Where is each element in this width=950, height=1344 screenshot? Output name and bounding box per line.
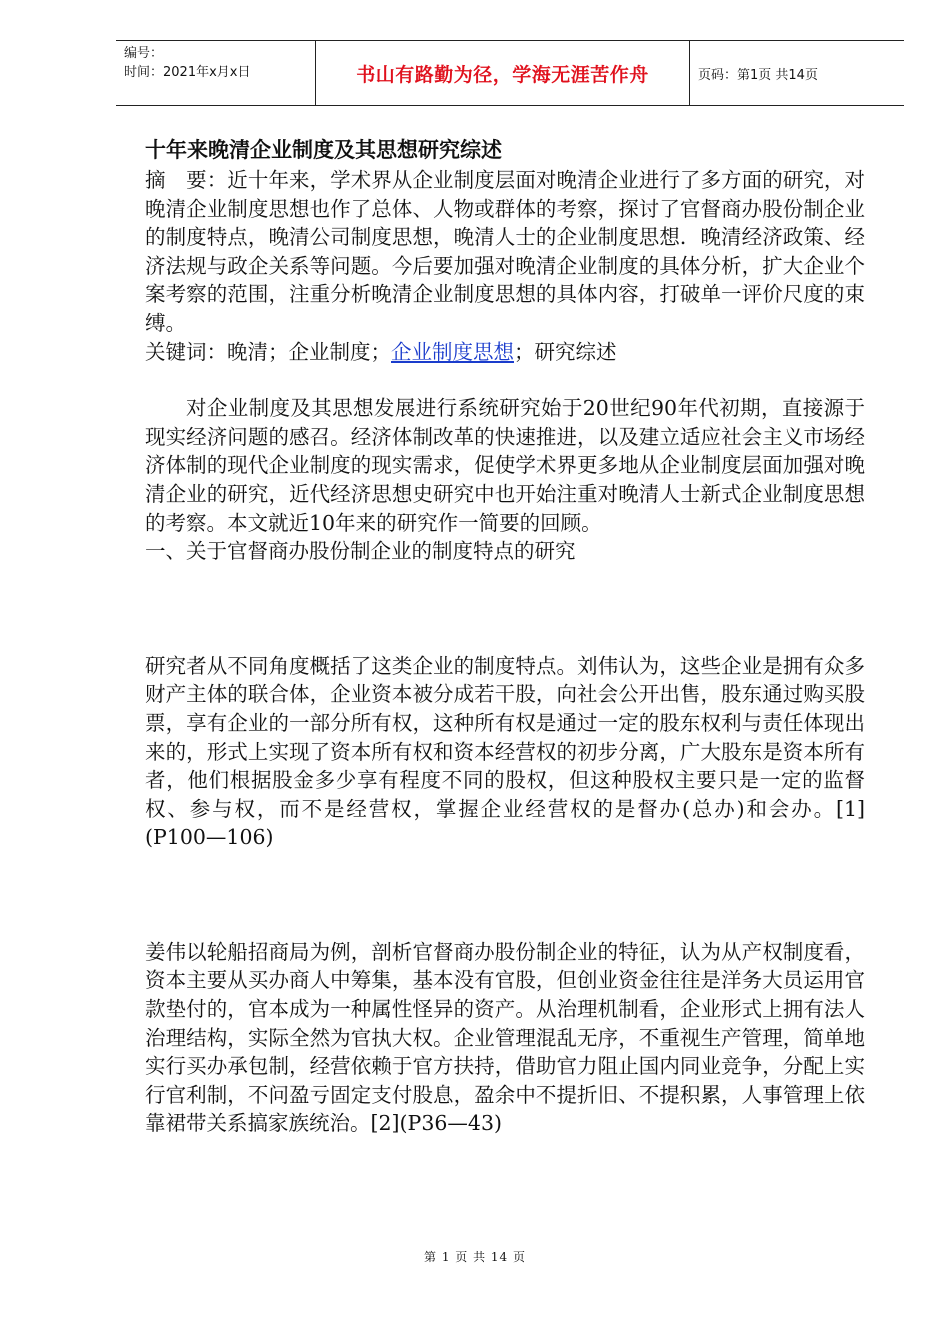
document-number-label: 编号： [124,46,164,61]
article-body [145,134,865,1138]
abstract-paragraph: 摘 要：近十年来，学术界从企业制度层面对晚清企业进行了多方面的研究，对晚清企业制度思想也作了总体、人物或群体的考察，探讨了官督商办股份制企业的制度特点，晚清公司制度思想，晚清人士的企业制度思想．晚清经济政策、经济法规与政企关系等问题。今后要加强对晚清企业制度的具体分析，扩大企业个案考察的范围，注重分析晚清企业制度思想的具体内容，打破单一评价尺度的束缚。 [145,168,865,335]
section-heading: 一、关于官督商办股份制企业的制度特点的研究 [145,539,576,564]
article-title: 十年来晚清企业制度及其思想研究综述 [145,138,502,162]
spacer [145,852,865,938]
keyword-link[interactable]: 企业制度思想 [391,339,514,364]
header-meta-cell [116,41,316,105]
spacer [145,566,865,652]
keywords-suffix: ；研究综述 [514,339,617,364]
spacer [145,366,865,394]
document-header [116,40,904,106]
header-page-info: 页码：第1页 共14页 [698,67,818,83]
header-motto: 书山有路勤为径，学海无涯苦作舟 [316,41,690,105]
document-time-label: 时间：2021年x月x日 [124,65,251,80]
body-paragraph-1: 研究者从不同角度概括了这类企业的制度特点。刘伟认为，这些企业是拥有众多财产主体的联合体，企业资本被分成若干股，向社会公开出售，股东通过购买股票，享有企业的一部分所有权，这种所有权是通过一定的股东权利与责任体现出来的，形式上实现了资本所有权和资本经营权的初步分离，广大股东是资本所有者，他们根据股金多少享有程度不同的股权，但这种股权主要只是一定的监督权、参与权，而不是经营权，掌握企业经营权的是督办(总办)和会办。[1](P100—106) [145,653,865,850]
intro-paragraph: 对企业制度及其思想发展进行系统研究始于20世纪90年代初期，直接源于现实经济问题的感召。经济体制改革的快速推进，以及建立适应社会主义市场经济体制的现代企业制度的现实需求，促使学术界更多地从企业制度层面加强对晚清企业的研究，近代经济思想史研究中也开始注重对晚清人士新式企业制度思想的考察。本文就近10年来的研究作一简要的回顾。 [145,396,865,535]
keywords-prefix: 关键词：晚清；企业制度； [145,339,391,364]
keywords-line [145,338,865,367]
page-footer: 第 1 页 共 14 页 [424,1250,526,1264]
body-paragraph-2: 姜伟以轮船招商局为例，剖析官督商办股份制企业的特征，认为从产权制度看，资本主要从买办商人中筹集，基本没有官股，但创业资金往往是洋务大员运用官款垫付的，官本成为一种属性怪异的资产。从治理机制看，企业形式上拥有法人治理结构，实际全然为官执大权。企业管理混乱无序，不重视生产管理，简单地实行买办承包制，经营依赖于官方扶持，借助官力阻止国内同业竞争，分配上实行官利制，不问盈亏固定支付股息，盈余中不提折旧、不提积累，人事管理上依靠裙带关系搞家族统治。[2](P36—43) [145,939,865,1136]
